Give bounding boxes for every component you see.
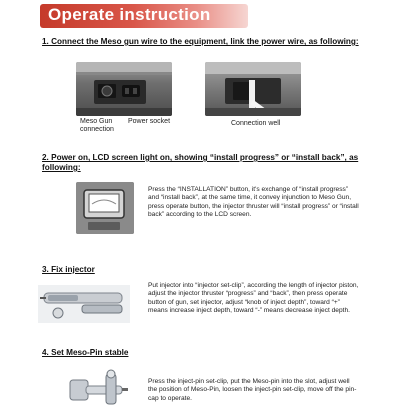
lcd-screen-photo [76,182,134,234]
step-3-description: Put injector into “injector set-clip”, according the length of injector piston, adjust the injector thruster “progress” and “back”, then press operate button of gun, set injector, adjust “knob of inject depth”, toward “+” means increase inject depth, toward “-” means decrease inject depth. [148,282,359,315]
step-1-heading: 1. Connect the Meso gun wire to the equipment, link the power wire, as following: [42,37,359,46]
step-2-description: Press the “INSTALLATION” button, it's exchange of “install progress” and “install back”, at the same time, it convey injunction to Meso Gun, press operate button, the injector thruster will “install progress” or “install back” according to the LCD screen. [148,186,359,219]
connection-well-photo [205,62,301,116]
caption-meso-gun-connection: Meso Gun connection [80,118,114,133]
caption-power-socket: Power socket [128,118,171,125]
device-connection-photo [76,62,172,116]
step-3-heading: 3. Fix injector [42,265,95,274]
injector-photo [38,281,130,327]
step-2-heading: 2. Power on, LCD screen light on, showing “install progress” or “install back”, as following: [42,153,359,172]
page-title: Operate instruction [48,5,211,24]
step-4-description: Press the inject-pin set-clip, put the Meso-pin into the slot, adjust well the position of Meso-Pin, loosen the inject-pin set-clip, move off the pin-cap to operate. [148,378,357,402]
meso-pin-photo [66,368,130,412]
step-4-heading: 4. Set Meso-Pin stable [42,348,129,357]
title-banner [40,4,248,28]
caption-connection-well: Connection well [231,120,281,127]
